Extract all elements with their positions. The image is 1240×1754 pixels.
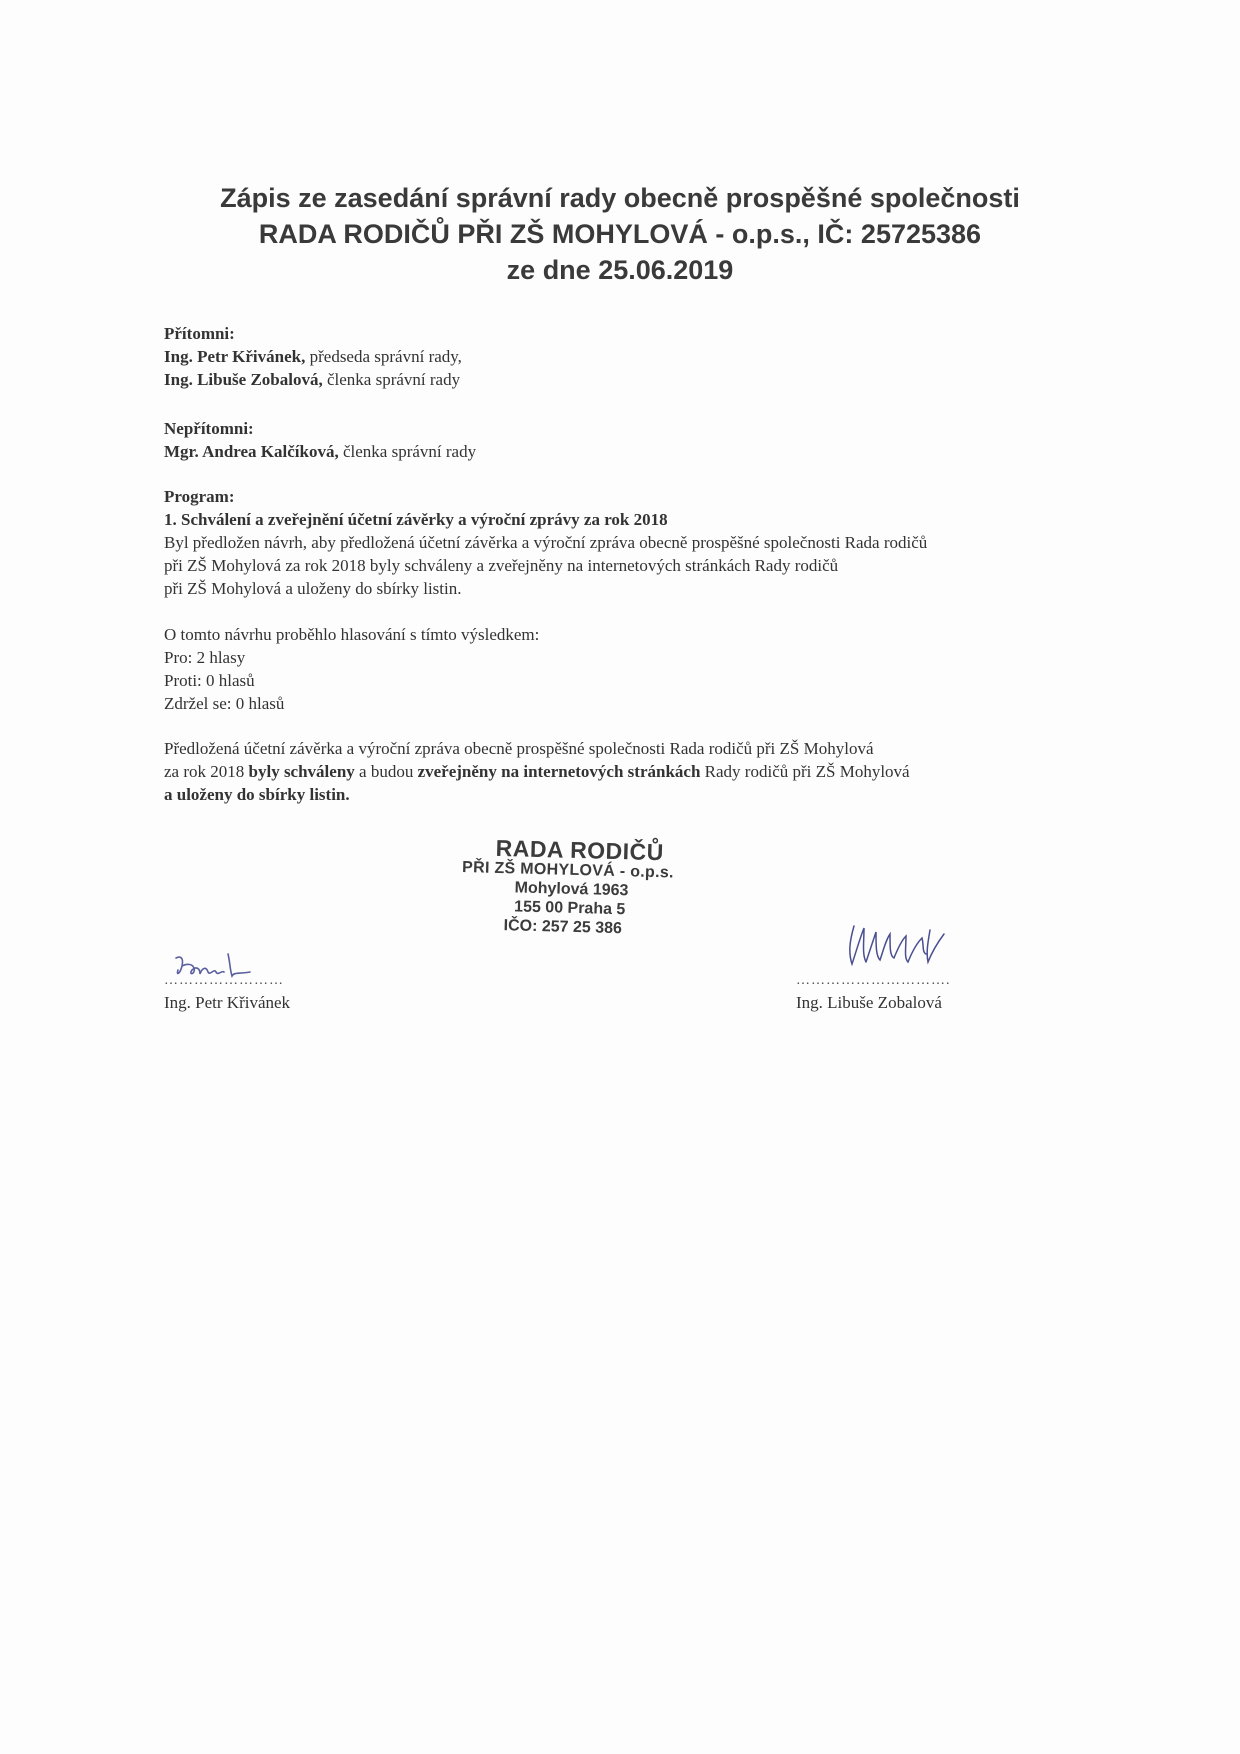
stamp-line-5: IČO: 257 25 386: [503, 917, 623, 938]
vote-zdrzel: Zdržel se: 0 hlasů: [164, 694, 285, 713]
signature-left-name: Ing. Petr Křivánek: [164, 993, 291, 1012]
vote-pro: Pro: 2 hlasy: [164, 648, 246, 667]
title-line-3: ze dne 25.06.2019: [506, 255, 734, 285]
vote-section: [164, 623, 1084, 715]
program-desc-line-2: při ZŠ Mohylová za rok 2018 byly schváleny a zveřejněny na internetových stránkách Rady rodičů: [164, 556, 839, 575]
organization-stamp: [460, 836, 674, 940]
signature-left-dots: ……………………: [164, 973, 284, 988]
stamp-line-2: PŘI ZŠ MOHYLOVÁ - o.p.s.: [461, 858, 674, 882]
signature-right-name: Ing. Libuše Zobalová: [796, 993, 942, 1012]
present-heading: Přítomni:: [164, 324, 235, 343]
absent-section: [164, 417, 1084, 463]
stamp-line-1: RADA RODIČŮ: [495, 834, 665, 866]
program-desc-line-3: při ZŠ Mohylová a uloženy do sbírky listin.: [164, 579, 462, 598]
title-line-2: RADA RODIČŮ PŘI ZŠ MOHYLOVÁ - o.p.s., IČ: 25725386: [258, 219, 982, 249]
document-title: [0, 180, 1240, 288]
vote-intro: O tomto návrhu proběhlo hlasování s tímto výsledkem:: [164, 625, 540, 644]
conclusion-line-3: a uloženy do sbírky listin.: [164, 785, 350, 804]
signature-right-handwriting: [842, 918, 972, 978]
conclusion-line-2: za rok 2018 byly schváleny a budou zveřejněny na internetových stránkách Rady rodičů při ZŠ Mohylová: [164, 762, 910, 781]
signature-right-dots: ………………………….: [796, 973, 951, 988]
present-member-2: Ing. Libuše Zobalová, členka správní rady: [164, 370, 461, 389]
absent-member-1: Mgr. Andrea Kalčíková, členka správní rady: [164, 442, 477, 461]
program-item-1: 1. Schválení a zveřejnění účetní závěrky a výroční zprávy za rok 2018: [164, 510, 668, 529]
signature-left: [164, 970, 290, 1014]
stamp-line-4: 155 00 Praha 5: [513, 898, 626, 919]
program-section: [164, 485, 1084, 600]
present-section: [164, 322, 1084, 391]
absent-heading: Nepřítomni:: [164, 419, 254, 438]
program-desc-line-1: Byl předložen návrh, aby předložená účetní závěrka a výroční zpráva obecně prospěšné společnosti Rada rodičů: [164, 533, 928, 552]
program-heading: Program:: [164, 487, 235, 506]
stamp-line-3: Mohylová 1963: [514, 879, 629, 900]
conclusion-line-1: Předložená účetní závěrka a výroční zpráva obecně prospěšné společnosti Rada rodičů při ZŠ Mohylová: [164, 739, 874, 758]
signature-right: [796, 970, 951, 1014]
vote-proti: Proti: 0 hlasů: [164, 671, 255, 690]
present-member-1: Ing. Petr Křivánek, předseda správní rady,: [164, 347, 462, 366]
title-line-1: Zápis ze zasedání správní rady obecně prospěšné společnosti: [220, 183, 1020, 213]
conclusion-section: [164, 737, 1084, 806]
